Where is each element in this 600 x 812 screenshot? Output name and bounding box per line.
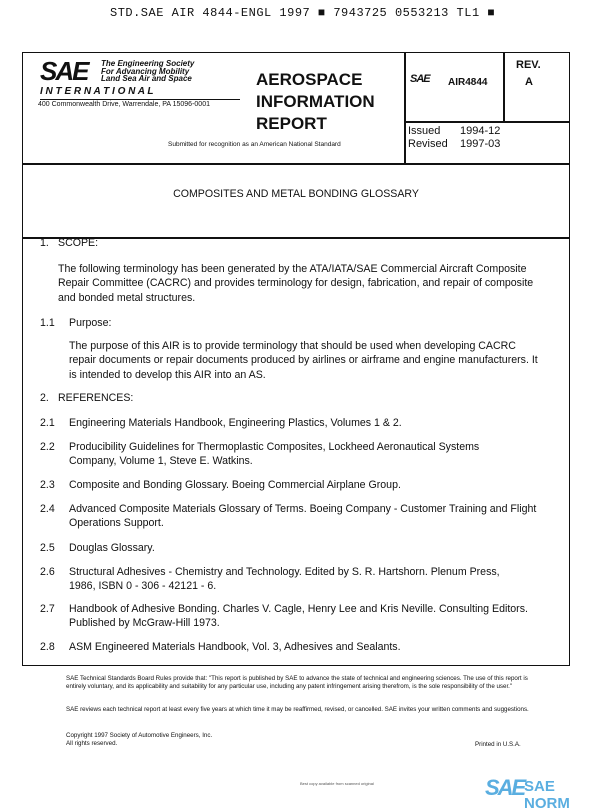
printed-in: Printed in U.S.A. xyxy=(475,741,521,748)
review-note: SAE reviews each technical report at least every five years at which time it may be reaffirmed, revised, or cancelled. SAE invites your written comments and suggestions. xyxy=(66,706,529,713)
report-type: AEROSPACE INFORMATION REPORT xyxy=(256,70,375,133)
divider xyxy=(404,121,569,123)
sae-logo: SAE xyxy=(40,56,88,86)
document-title: COMPOSITES AND METAL BONDING GLOSSARY xyxy=(173,188,419,200)
logo-rule xyxy=(40,99,240,100)
submitted-note: Submitted for recognition as an American National Standard xyxy=(168,141,341,148)
watermark-text: SAE NORM xyxy=(524,778,570,812)
divider xyxy=(404,52,406,164)
issue-dates: Issued 1994-12 Revised 1997-03 xyxy=(408,125,501,150)
divider xyxy=(503,52,505,122)
faint-footer: Best copy available from scanned original xyxy=(300,781,374,786)
sae-small-logo: SAE xyxy=(410,73,430,85)
logo-tagline: The Engineering Society For Advancing Mobility Land Sea Air and Space xyxy=(101,59,195,83)
divider xyxy=(22,163,570,165)
doc-number: AIR4844 xyxy=(448,77,488,88)
rev-value: A xyxy=(525,76,533,88)
policy-note: SAE Technical Standards Board Rules provide that: "This report is published by SAE to advance the state of technical and engineering sciences. The use of this report is entirely voluntary, and its applicability and suitability for any particular use, including any patent infringement arising therefrom, is the sole responsibility of the user." xyxy=(66,675,528,690)
logo-international: I N T E R N A T I O N A L xyxy=(40,86,154,97)
copyright: Copyright 1997 Society of Automotive Engineers, Inc. All rights reserved. xyxy=(66,732,213,747)
rev-label: REV. xyxy=(516,59,541,71)
document-page: STD.SAE AIR 4844-ENGL 1997 ■ 7943725 0553213 TL1 ■ SAE The Engineering Society For Advancing Mobility Land Sea Air and Space I N T E R N A T I O N A L 400 Commonwealth Drive, Warrendale, PA 15096-0001 AEROSPACE INFORMATION REPORT Submitted for recognition as an American National Standard SAE AIR4844 REV. A Issued 1994-12 Revised 1997-03 COMPOSITES AND METAL BONDING GLOSSARY 1. SCOPE: The following terminology has been generated by the ATA/IATA/SAE Commercial Aircraft Composite Repair Committee (CACRC) and provides terminology for design, fabrication, and repair of composite and bonded metal structures. 1.1 Purpose: The purpose of this AIR is to provide terminology that should be used when developing CACRC repair documents or repair documents produced by airlines or airframe and engine manufacturers. It is intended to develop this AIR into an AS. 2. REFERENCES: 2.1 Engineering Materials Handbook, Engineering Plastics, Volumes 1 & 2. 2.2 Producibility Guidelines for Thermoplastic Composites, Lockheed Aeronautical Systems Company, Volume 1, Steve E. Watkins. 2.3 Composite and Bonding Glossary. Boeing Commercial Airplane Group. 2.4 Advanced Composite Materials Glossary of Terms. Boeing Company - Customer Training and Flight Operations Support. 2.5 Douglas Glossary. 2.6 Structural Adhesives - Chemistry and Technology. Edited by S. R. Hartshorn. Plenum Press, 1986, ISBN 0 - 306 - 42121 - 6. 2.7 Handbook of Adhesive Bonding. Charles V. Cagle, Henry Lee and Kris Neville. Consulting Editors. Published by McGraw-Hill 1973. 2.8 ASM Engineered Materials Handbook, Vol. 3, Adhesives and Sealants. SAE Technical Standards Board Rules provide that: "This report is published by SAE to advance the state of technical and engineering sciences. The use of this report is entirely voluntary, and its applicability and suitability for any particular use, including any patent infringement arising therefrom, is the sole responsibility of the user." SAE reviews each technical report at least every five years at which time it may be reaffirmed, revised, or cancelled. SAE invites your written comments and suggestions. Copyright 1997 Society of Automotive Engineers, Inc. All rights reserved. Printed in U.S.A. Best copy available from scanned original SAE SAE NORM xyxy=(0,0,600,795)
address: 400 Commonwealth Drive, Warrendale, PA 15096-0001 xyxy=(38,101,210,108)
header-code: STD.SAE AIR 4844-ENGL 1997 ■ 7943725 0553213 TL1 ■ xyxy=(110,6,496,20)
watermark-logo: SAE xyxy=(485,775,525,800)
